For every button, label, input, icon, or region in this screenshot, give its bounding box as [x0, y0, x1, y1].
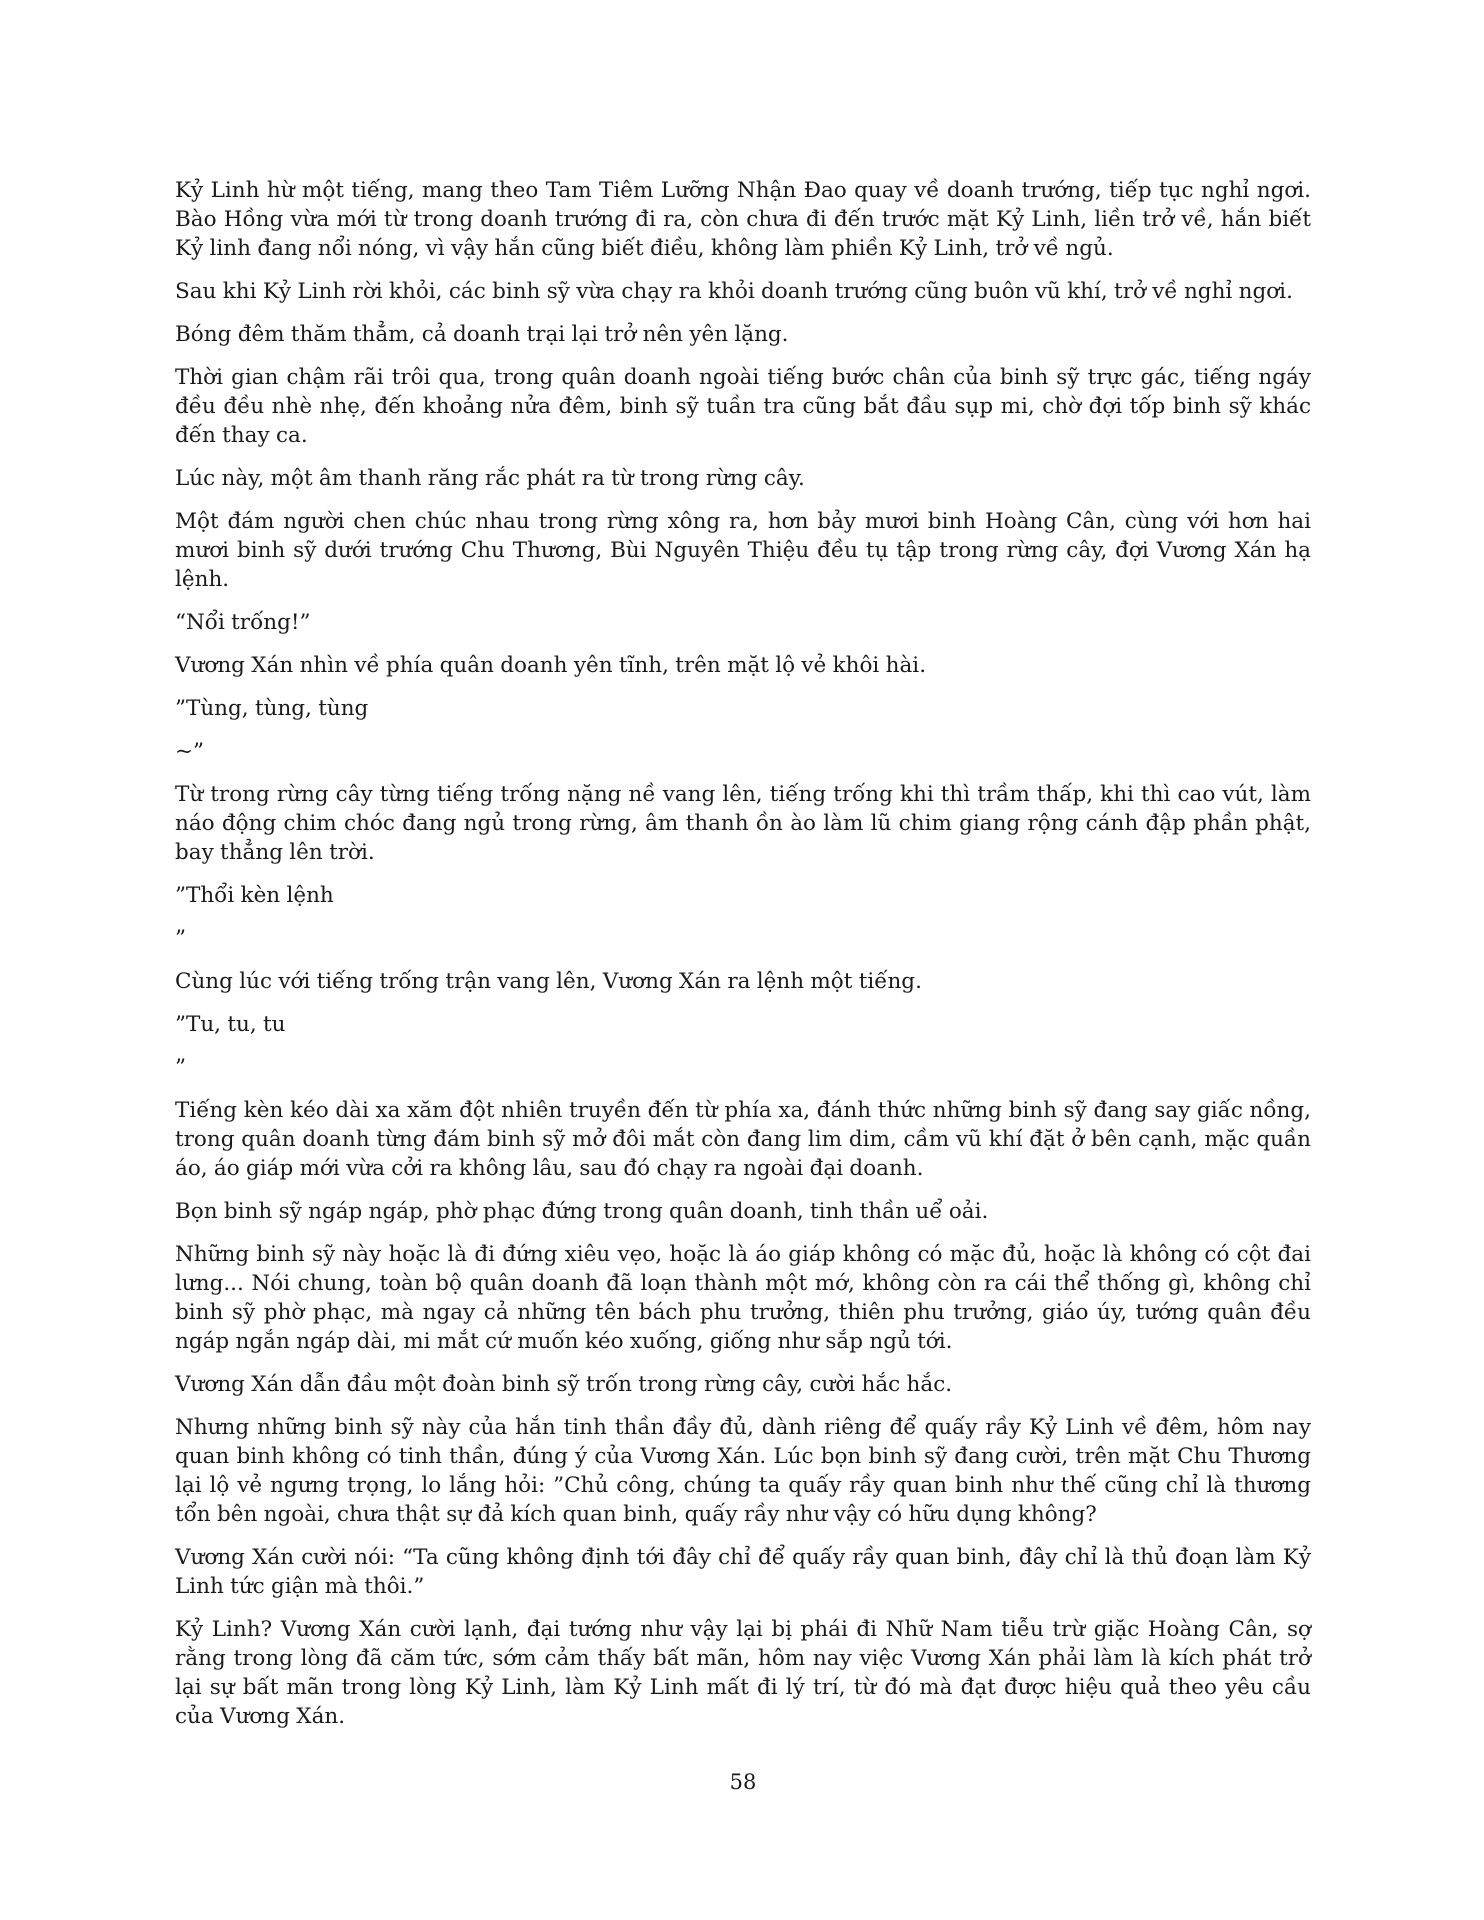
paragraph-2: Sau khi Kỷ Linh rời khỏi, các binh sỹ vừa chạy ra khỏi doanh trướng cũng buôn vũ khí, trở về nghỉ ngơi.	[175, 279, 1293, 304]
body-text	[175, 176, 1311, 1745]
paragraph-5: Lúc này, một âm thanh răng rắc phát ra từ trong rừng cây.	[175, 466, 805, 491]
paragraph-9: ”Tùng, tùng, tùng	[175, 696, 369, 721]
page-number: 58	[729, 1770, 757, 1794]
paragraph-13: ”	[175, 926, 186, 951]
document-page	[175, 0, 1311, 1920]
paragraph-22: Vương Xán cười nói: “Ta cũng không định tới đây chỉ để quấy rầy quan binh, đây chỉ là thủ đoạn làm Kỷ Linh tức giận mà thôi.”	[175, 1545, 1311, 1599]
paragraph-11: Từ trong rừng cây từng tiếng trống nặng nề vang lên, tiếng trống khi thì trầm thấp, khi thì cao vút, làm náo động chim chóc đang ngủ trong rừng, âm thanh ồn ào làm lũ chim giang rộng cánh đập phần phật, bay thẳng lên trời.	[175, 782, 1311, 865]
paragraph-14: Cùng lúc với tiếng trống trận vang lên, Vương Xán ra lệnh một tiếng.	[175, 969, 922, 994]
paragraph-12: ”Thổi kèn lệnh	[175, 883, 334, 908]
paragraph-1: Kỷ Linh hừ một tiếng, mang theo Tam Tiêm Lưỡng Nhận Đao quay về doanh trướng, tiếp tục nghỉ ngơi. Bào Hồng vừa mới từ trong doanh trướng đi ra, còn chưa đi đến trước mặt Kỷ Linh, liền trở về, hắn biết Kỷ linh đang nổi nóng, vì vậy hắn cũng biết điều, không làm phiền Kỷ Linh, trở về ngủ.	[175, 178, 1311, 261]
paragraph-7: “Nổi trống!”	[175, 610, 311, 635]
paragraph-17: Tiếng kèn kéo dài xa xăm đột nhiên truyền đến từ phía xa, đánh thức những binh sỹ đang say giấc nồng, trong quân doanh từng đám binh sỹ mở đôi mắt còn đang lim dim, cầm vũ khí đặt ở bên cạnh, mặc quần áo, áo giáp mới vừa cởi ra không lâu, sau đó chạy ra ngoài đại doanh.	[175, 1098, 1311, 1181]
paragraph-21: Nhưng những binh sỹ này của hắn tinh thần đầy đủ, dành riêng để quấy rầy Kỷ Linh về đêm, hôm nay quan binh không có tinh thần, đúng ý của Vương Xán. Lúc bọn binh sỹ đang cười, trên mặt Chu Thương lại lộ vẻ ngưng trọng, lo lắng hỏi: ”Chủ công, chúng ta quấy rầy quan binh như thế cũng chỉ là thương tổn bên ngoài, chưa thật sự đả kích quan binh, quấy rầy như vậy có hữu dụng không?	[175, 1415, 1311, 1527]
paragraph-10: ~”	[175, 739, 205, 764]
paragraph-23: Kỷ Linh? Vương Xán cười lạnh, đại tướng như vậy lại bị phái đi Nhữ Nam tiễu trừ giặc Hoàng Cân, sợ rằng trong lòng đã căm tức, sớm cảm thấy bất mãn, hôm nay việc Vương Xán phải làm là kích phát trở lại sự bất mãn trong lòng Kỷ Linh, làm Kỷ Linh mất đi lý trí, từ đó mà đạt được hiệu quả theo yêu cầu của Vương Xán.	[175, 1617, 1311, 1729]
paragraph-15: ”Tu, tu, tu	[175, 1012, 286, 1037]
paragraph-6: Một đám người chen chúc nhau trong rừng xông ra, hơn bảy mươi binh Hoàng Cân, cùng với hơn hai mươi binh sỹ dưới trướng Chu Thương, Bùi Nguyên Thiệu đều tụ tập trong rừng cây, đợi Vương Xán hạ lệnh.	[175, 509, 1311, 592]
paragraph-16: ”	[175, 1055, 186, 1080]
paragraph-8: Vương Xán nhìn về phía quân doanh yên tĩnh, trên mặt lộ vẻ khôi hài.	[175, 653, 927, 678]
paragraph-18: Bọn binh sỹ ngáp ngáp, phờ phạc đứng trong quân doanh, tinh thần uể oải.	[175, 1199, 989, 1224]
paragraph-3: Bóng đêm thăm thẳm, cả doanh trại lại trở nên yên lặng.	[175, 322, 789, 347]
paragraph-20: Vương Xán dẫn đầu một đoàn binh sỹ trốn trong rừng cây, cười hắc hắc.	[175, 1372, 953, 1397]
paragraph-4: Thời gian chậm rãi trôi qua, trong quân doanh ngoài tiếng bước chân của binh sỹ trực gác, tiếng ngáy đều đều nhè nhẹ, đến khoảng nửa đêm, binh sỹ tuần tra cũng bắt đầu sụp mi, chờ đợi tốp binh sỹ khác đến thay ca.	[175, 365, 1311, 448]
paragraph-19: Những binh sỹ này hoặc là đi đứng xiêu vẹo, hoặc là áo giáp không có mặc đủ, hoặc là không có cột đai lưng... Nói chung, toàn bộ quân doanh đã loạn thành một mớ, không còn ra cái thể thống gì, không chỉ binh sỹ phờ phạc, mà ngay cả những tên bách phu trưởng, thiên phu trưởng, giáo úy, tướng quân đều ngáp ngắn ngáp dài, mi mắt cứ muốn kéo xuống, giống như sắp ngủ tới.	[175, 1242, 1311, 1354]
